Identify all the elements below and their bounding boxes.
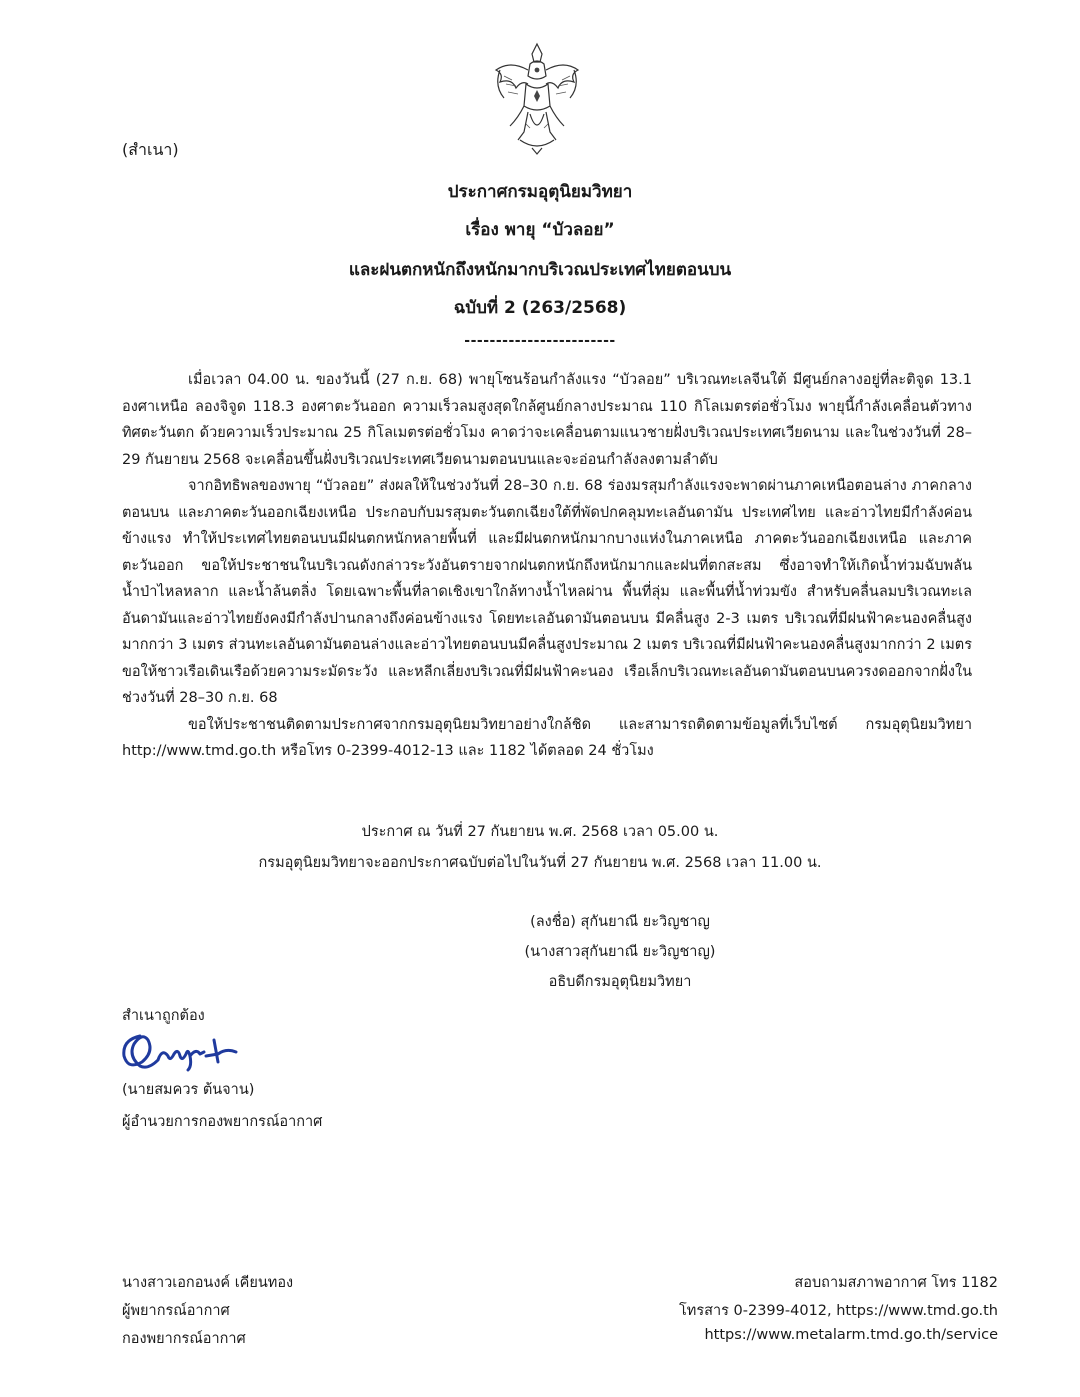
certifier-position: ผู้อำนวยการกองพยากรณ์อากาศ	[122, 1114, 323, 1130]
document-title: ประกาศกรมอุตุนิยมวิทยา	[447, 182, 633, 202]
forecaster-division: กองพยากรณ์อากาศ	[122, 1331, 246, 1347]
certifier-name: (นายสมควร ต้นจาน)	[122, 1082, 255, 1098]
weather-hotline: สอบถามสภาพอากาศ โทร 1182	[794, 1275, 998, 1291]
garuda-emblem	[490, 40, 584, 156]
metalarm-link[interactable]: https://www.metalarm.tmd.go.th/service	[704, 1327, 998, 1343]
next-issue: กรมอุตุนิยมวิทยาจะออกประกาศฉบับต่อไปในวันที่ 27 กันยายน พ.ศ. 2568 เวลา 11.00 น.	[258, 855, 822, 871]
document-body	[122, 367, 972, 765]
handwritten-signature	[118, 1026, 246, 1072]
certified-copy-label: สำเนาถูกต้อง	[122, 1008, 205, 1024]
paragraph-storm-position: เมื่อเวลา 04.00 น. ของวันนี้ (27 ก.ย. 68) พายุโซนร้อนกำลังแรง “บัวลอย” บริเวณทะเลจีนใต้ มีศูนย์กลางอยู่ที่ละติจูด 13.1 องศาเหนือ ลองจิจูด 118.3 องศาตะวันออก ความเร็วลมสูงสุดใกล้ศูนย์กลางประมาณ 110 กิโลเมตรต่อชั่วโมง พายุนี้กำลังเคลื่อนตัวทางทิศตะวันตก ด้วยความเร็วประมาณ 25 กิโลเมตรต่อชั่วโมง คาดว่าจะเคลื่อนตามแนวชายฝั่งบริเวณประเทศเวียดนาม และในช่วงวันที่ 28–29 กันยายน 2568 จะเคลื่อนขึ้นฝั่งบริเวณประเทศเวียดนามตอนบนและจะอ่อนกำลังลงตามลำดับ	[122, 372, 972, 468]
forecaster-role: ผู้พยากรณ์อากาศ	[122, 1303, 230, 1319]
paragraph-follow-up: ขอให้ประชาชนติดตามประกาศจากกรมอุตุนิยมวิทยาอย่างใกล้ชิด และสามารถติดตามข้อมูลที่เว็บไซต์ กรมอุตุนิยมวิทยา http://www.tmd.go.th หรือโทร 0-2399-4012-13 และ 1182 ได้ตลอด 24 ชั่วโมง	[122, 716, 972, 759]
fax-and-website: โทรสาร 0-2399-4012, https://www.tmd.go.th	[679, 1303, 998, 1319]
divider: ------------------------	[464, 333, 616, 349]
signed-by: (ลงชื่อ) สุกันยาณี ยะวิญชาญ	[530, 914, 710, 930]
paragraph-impact: จากอิทธิพลของพายุ “บัวลอย” ส่งผลให้ในช่วงวันที่ 28–30 ก.ย. 68 ร่องมรสุมกำลังแรงจะพาดผ่านภาคเหนือตอนล่าง ภาคกลางตอนบน และภาคตะวันออกเฉียงเหนือ ประกอบกับมรสุมตะวันตกเฉียงใต้ที่พัดปกคลุมทะเลอันดามัน ประเทศไทย และอ่าวไทยมีกำลังค่อนข้างแรง ทำให้ประเทศไทยตอนบนมีฝนตกหนักหลายพื้นที่ และมีฝนตกหนักมากบางแห่งในภาคเหนือ ภาคตะวันออกเฉียงเหนือ และภาคตะวันออก ขอให้ประชาชนในบริเวณดังกล่าวระวังอันตรายจากฝนตกหนักถึงหนักมากและฝนที่ตกสะสม ซึ่งอาจทำให้เกิดน้ำท่วมฉับพลัน น้ำป่าไหลหลาก และน้ำล้นตลิ่ง โดยเฉพาะพื้นที่ลาดเชิงเขาใกล้ทางน้ำไหลผ่าน พื้นที่ลุ่ม และพื้นที่น้ำท่วมขัง สำหรับคลื่นลมบริเวณทะเลอันดามันและอ่าวไทยยังคงมีกำลังปานกลางถึงค่อนข้างแรง โดยทะเลอันดามันตอนบน มีคลื่นสูง 2-3 เมตร บริเวณที่มีฝนฟ้าคะนองคลื่นสูงมากกว่า 3 เมตร ส่วนทะเลอันดามันตอนล่างและอ่าวไทยตอนบนมีคลื่นสูงประมาณ 2 เมตร บริเวณที่มีฝนฟ้าคะนองคลื่นสูงมากกว่า 2 เมตร ขอให้ชาวเรือเดินเรือด้วยความระมัดระวัง และหลีกเลี่ยงบริเวณที่มีฝนฟ้าคะนอง เรือเล็กบริเวณทะเลอันดามันตอนบนควรงดออกจากฝั่งในช่วงวันที่ 28–30 ก.ย. 68	[122, 478, 972, 706]
signer-position: อธิบดีกรมอุตุนิยมวิทยา	[548, 974, 692, 990]
signer-full-name: (นางสาวสุกันยาณี ยะวิญชาญ)	[524, 944, 716, 960]
issued-at: ประกาศ ณ วันที่ 27 กันยายน พ.ศ. 2568 เวลา 05.00 น.	[361, 824, 719, 840]
document-subject: เรื่อง พายุ “บัวลอย”	[465, 220, 615, 240]
forecaster-name: นางสาวเอกอนงค์ เคียนทอง	[122, 1275, 294, 1291]
copy-tag: (สำเนา)	[122, 140, 179, 159]
issue-number: ฉบับที่ 2 (263/2568)	[453, 298, 627, 318]
document-subtitle: และฝนตกหนักถึงหนักมากบริเวณประเทศไทยตอนบน	[348, 260, 732, 280]
